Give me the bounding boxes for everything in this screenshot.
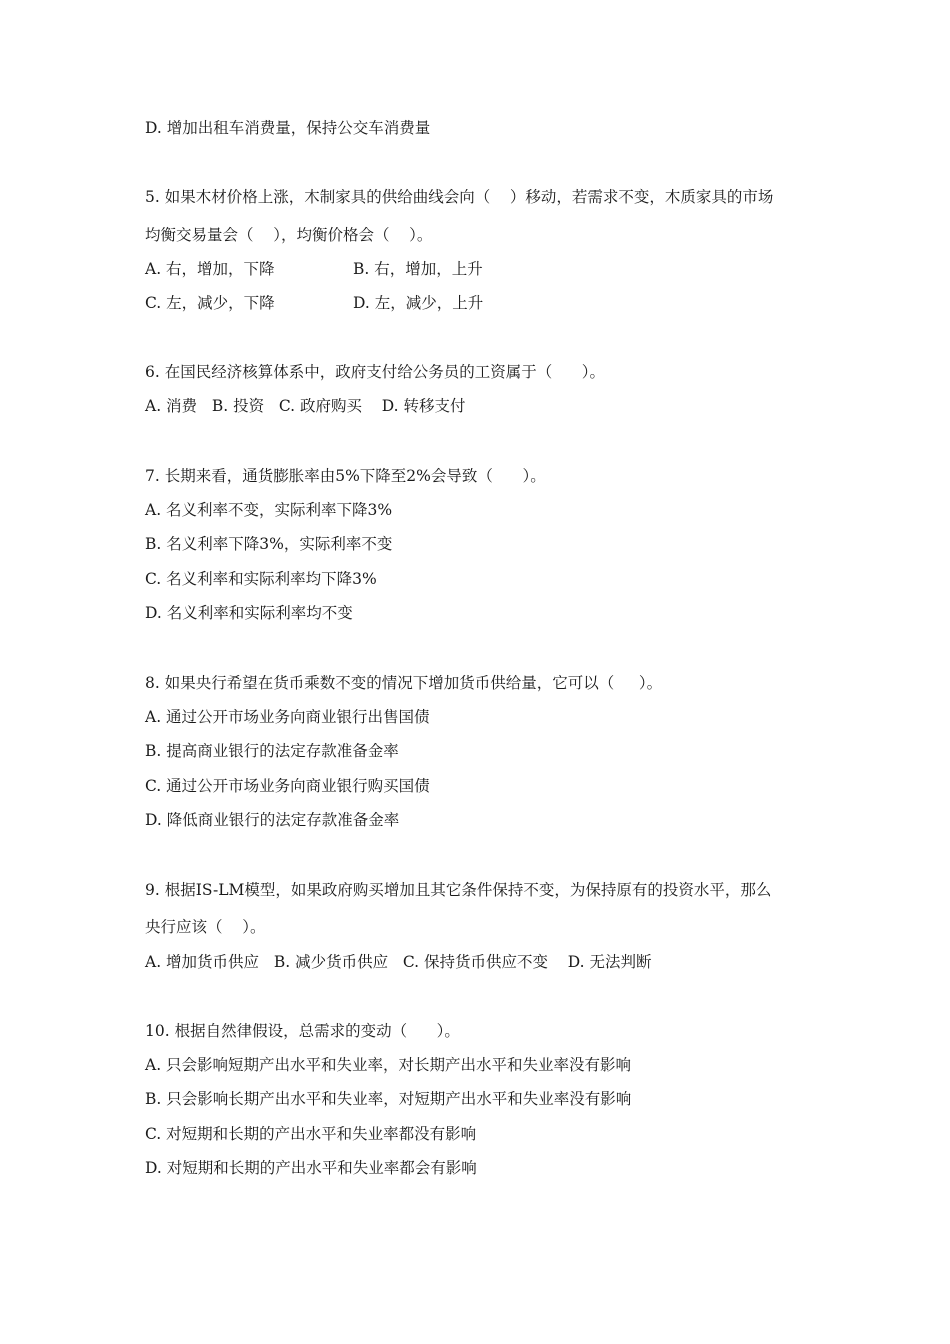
q5-stem-line-1: 5. 如果木材价格上涨，木制家具的供给曲线会向（ ）移动，若需求不变，木质家具的市场 xyxy=(145,188,774,206)
q6-options: A. 消费 B. 投资 C. 政府购买 D. 转移支付 xyxy=(145,397,466,415)
q4-option-d: D. 增加出租车消费量，保持公交车消费量 xyxy=(145,119,431,137)
q7-stem: 7. 长期来看，通货膨胀率由5%下降至2%会导致（ ）。 xyxy=(145,467,546,485)
q7-option-c: C. 名义利率和实际利率均下降3% xyxy=(145,570,377,588)
q8-option-c: C. 通过公开市场业务向商业银行购买国债 xyxy=(145,777,430,795)
q8-option-d: D. 降低商业银行的法定存款准备金率 xyxy=(145,811,400,829)
q10-option-c: C. 对短期和长期的产出水平和失业率都没有影响 xyxy=(145,1125,477,1143)
q10-option-d: D. 对短期和长期的产出水平和失业率都会有影响 xyxy=(145,1159,477,1177)
q5-option-c: C. 左，减少，下降 xyxy=(145,294,275,312)
q10-option-a: A. 只会影响短期产出水平和失业率，对长期产出水平和失业率没有影响 xyxy=(145,1056,632,1074)
q5-options-row-2 xyxy=(145,293,484,373)
q8-option-a: A. 通过公开市场业务向商业银行出售国债 xyxy=(145,708,430,726)
q5-option-a: A. 右，增加，下降 xyxy=(145,260,275,278)
q6-stem: 6. 在国民经济核算体系中，政府支付给公务员的工资属于（ ）。 xyxy=(145,363,606,381)
q7-option-b: B. 名义利率下降3%，实际利率不变 xyxy=(145,535,393,553)
q7-option-d: D. 名义利率和实际利率均不变 xyxy=(145,604,353,622)
q8-option-b: B. 提高商业银行的法定存款准备金率 xyxy=(145,742,399,760)
q9-stem-line-1: 9. 根据IS-LM模型，如果政府购买增加且其它条件保持不变，为保持原有的投资水平，那么 xyxy=(145,881,772,899)
q5-option-b: B. 右，增加，上升 xyxy=(353,260,483,278)
q5-option-d: D. 左，减少，上升 xyxy=(353,294,484,312)
q7-option-a: A. 名义利率不变，实际利率下降3% xyxy=(145,501,393,519)
q10-option-b: B. 只会影响长期产出水平和失业率，对短期产出水平和失业率没有影响 xyxy=(145,1090,632,1108)
q9-options: A. 增加货币供应 B. 减少货币供应 C. 保持货币供应不变 D. 无法判断 xyxy=(145,953,652,971)
q10-stem: 10. 根据自然律假设，总需求的变动（ ）。 xyxy=(145,1022,460,1040)
q5-stem-line-2: 均衡交易量会（ ），均衡价格会（ ）。 xyxy=(145,226,433,244)
q9-stem-line-2: 央行应该（ ）。 xyxy=(145,918,266,936)
q8-stem: 8. 如果央行希望在货币乘数不变的情况下增加货币供给量，它可以（ ）。 xyxy=(145,674,663,692)
